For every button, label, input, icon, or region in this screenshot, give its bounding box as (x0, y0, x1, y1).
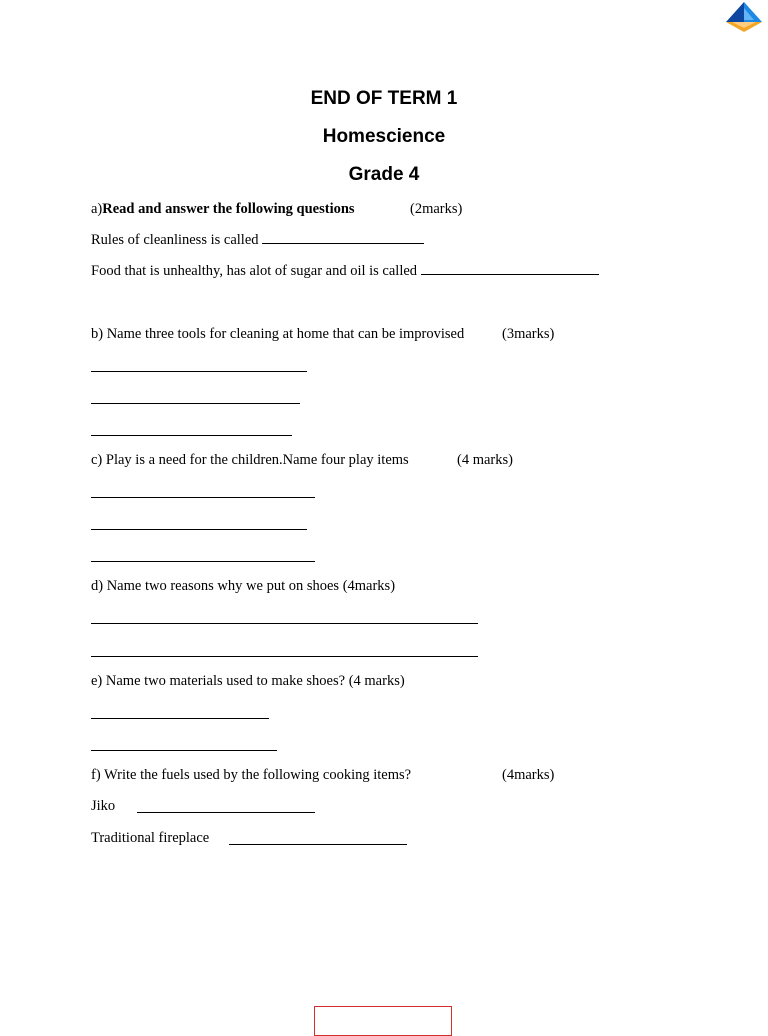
question-e-text: e) Name two materials used to make shoes? (4 marks) (91, 673, 405, 689)
question-a1-text: Rules of cleanliness is called (91, 232, 259, 248)
answer-blank-d1[interactable] (91, 623, 478, 624)
answer-blank-a1[interactable] (262, 231, 424, 244)
answer-blank-b3[interactable] (91, 435, 292, 436)
item-jiko-label: Jiko (91, 798, 116, 814)
answer-blank-c1[interactable] (91, 497, 315, 498)
question-b (91, 325, 464, 343)
question-a2 (91, 262, 599, 280)
question-c (91, 451, 409, 469)
question-a2-text: Food that is unhealthy, has alot of sugar and oil is called (91, 263, 418, 279)
question-b-marks: (3marks) (502, 326, 555, 342)
question-d-text: d) Name two reasons why we put on shoes (4marks) (91, 578, 396, 594)
question-c-text: c) Play is a need for the children.Name four play items (91, 452, 409, 468)
subject-title: Homescience (322, 126, 446, 147)
answer-blank-d2[interactable] (91, 656, 478, 657)
question-f-item-jiko (91, 797, 115, 815)
answer-blank-e2[interactable] (91, 750, 277, 751)
answer-blank-fireplace[interactable] (229, 844, 407, 845)
answer-blank-a2[interactable] (421, 262, 599, 275)
section-a-instruction (91, 200, 355, 218)
question-f-item-fireplace (91, 829, 209, 847)
footer-box (314, 1006, 452, 1036)
question-f (91, 766, 411, 784)
item-fireplace-label: Traditional fireplace (91, 830, 210, 846)
section-a-marks: (2marks) (410, 201, 463, 217)
answer-blank-c2[interactable] (91, 529, 307, 530)
answer-blank-jiko[interactable] (137, 812, 315, 813)
answer-blank-e1[interactable] (91, 718, 269, 719)
section-a-instruction-text: Read and answer the following questions (102, 201, 355, 217)
question-f-marks: (4marks) (502, 767, 555, 783)
answer-blank-b1[interactable] (91, 371, 307, 372)
question-c-marks: (4 marks) (457, 452, 513, 468)
question-a1 (91, 231, 424, 249)
answer-blank-c3[interactable] (91, 561, 315, 562)
section-a-prefix: a) (91, 201, 103, 217)
question-e (91, 672, 405, 690)
question-f-text: f) Write the fuels used by the following cooking items? (91, 767, 412, 783)
question-d (91, 577, 395, 595)
question-b-text: b) Name three tools for cleaning at home that can be improvised (91, 326, 465, 342)
answer-blank-b2[interactable] (91, 403, 300, 404)
exam-title: END OF TERM 1 (310, 88, 458, 109)
grade-title: Grade 4 (348, 164, 420, 185)
publisher-logo-icon (724, 0, 764, 36)
